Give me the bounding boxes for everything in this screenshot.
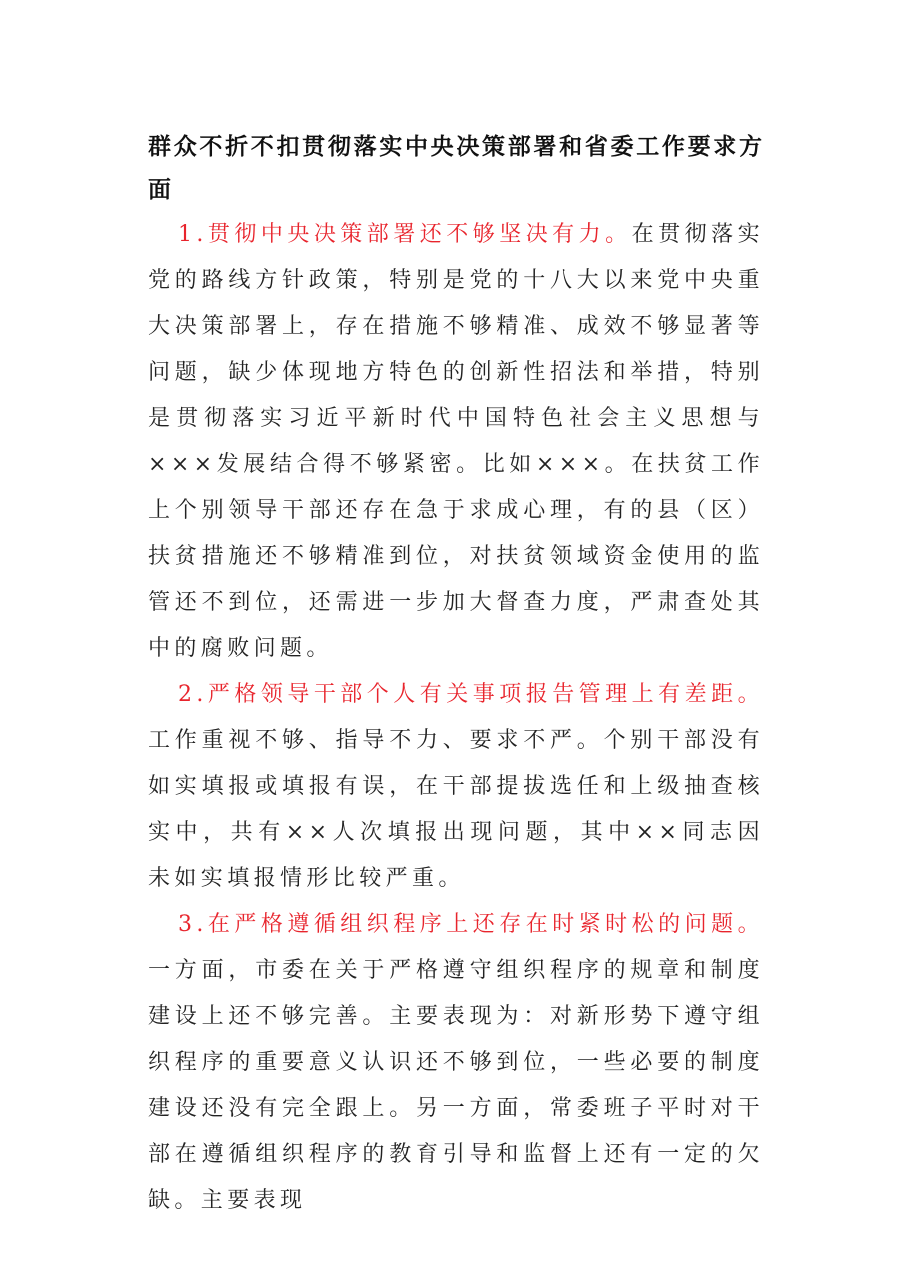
document-body <box>148 126 764 1224</box>
paragraph-3 <box>148 902 764 1224</box>
paragraph-2-text: 工作重视不够、指导不力、要求不严。个别干部没有如实填报或填报有误，在干部提拔选任和上级抽查核实中，共有××人次填报出现问题，其中××同志因未如实填报情形比较严重。 <box>148 728 764 891</box>
paragraph-1-lead: 1.贯彻中央决策部署还不够坚决有力。 <box>178 222 632 247</box>
paragraph-1 <box>148 212 764 672</box>
paragraph-3-lead: 3.在严格遵循组织程序上还存在时紧时松的问题。 <box>178 912 764 937</box>
paragraph-1-text: 在贯彻落实党的路线方针政策，特别是党的十八大以来党中央重大决策部署上，存在措施不够精准、成效不够显著等问题，缺少体现地方特色的创新性招法和举措，特别是贯彻落实习近平新时代中国特色社会主义思想与×××发展结合得不够紧密。比如×××。在扶贫工作上个别领导干部还存在急于求成心理，有的县（区）扶贫措施还不够精准到位，对扶贫领域资金使用的监管还不到位，还需进一步加大督查力度，严肃查处其中的腐败问题。 <box>148 222 764 661</box>
section-heading: 群众不折不扣贯彻落实中央决策部署和省委工作要求方面 <box>148 134 764 203</box>
paragraph-2-lead: 2.严格领导干部个人有关事项报告管理上有差距。 <box>178 682 764 707</box>
paragraph-2 <box>148 672 764 902</box>
paragraph-3-text: 一方面，市委在关于严格遵守组织程序的规章和制度建设上还不够完善。主要表现为：对新形势下遵守组织程序的重要意义认识还不够到位，一些必要的制度建设还没有完全跟上。另一方面，常委班子平时对干部在遵循组织程序的教育引导和监督上还有一定的欠缺。主要表现 <box>148 958 764 1213</box>
